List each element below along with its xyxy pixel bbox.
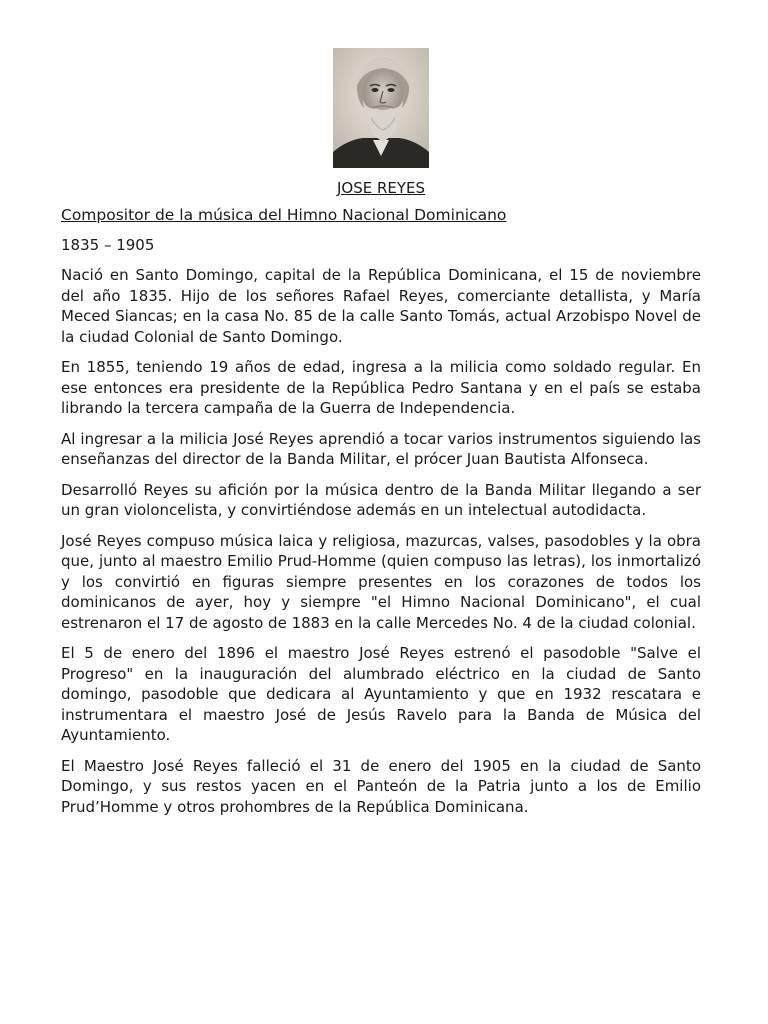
paragraph-pasodoble: El 5 de enero del 1896 el maestro José Reyes estrenó el pasodoble "Salve el Progreso" en la inauguración del alumbrado eléctrico en la ciudad de Santo domingo, pasodoble que dedicara al Ayuntamiento y que en 1932 rescatara e instrumentara el maestro José de Jesús Ravelo para la Banda de Música del Ayuntamiento. [61,644,701,744]
paragraph-birth: Nació en Santo Domingo, capital de la República Dominicana, el 15 de noviembre del año 1835. Hijo de los señores Rafael Reyes, comerciante detallista, y María Meced Siancas; en la casa No. 85 de la calle Santo Tomás, actual Arzobispo Novel de la ciudad Colonial de Santo Domingo. [61,266,701,346]
page-title: JOSE REYES [336,179,426,197]
paragraph-cellist: Desarrolló Reyes su afición por la música dentro de la Banda Militar llegando a ser un gran violoncelista, y convirtiéndose además en un intelectual autodidacta. [61,480,701,519]
paragraph-anthem: José Reyes compuso música laica y religiosa, mazurcas, valses, pasodobles y la obra que, junto al maestro Emilio Prud-Homme (quien compuso las letras), los inmortalizó y los convirtió en figuras siempre presentes en los corazones de todos los dominicanos de ayer, hoy y siempre "el Himno Nacional Dominicano", el cual estrenaron el 17 de agosto de 1883 en la calle Mercedes No. 4 de la ciudad colonial. [61,531,701,632]
life-years: 1835 – 1905 [61,236,155,254]
paragraph-instruments: Al ingresar a la milicia José Reyes aprendió a tocar varios instrumentos siguiendo las enseñanzas del director de la Banda Militar, el prócer Juan Bautista Alfonseca. [61,429,701,468]
document-page [61,48,701,817]
paragraph-military: En 1855, teniendo 19 años de edad, ingresa a la milicia como soldado regular. En ese entonces era presidente de la República Pedro Santana y en el país se estaba librando la tercera campaña de la Guerra de Independencia. [61,358,701,417]
document-subtitle: Compositor de la música del Himno Nacional Dominicano [61,206,507,224]
portrait-photo [333,48,429,168]
paragraph-death: El Maestro José Reyes falleció el 31 de enero del 1905 en la ciudad de Santo Domingo, y sus restos yacen en el Panteón de la Patria junto a los de Emilio Prud’Homme y otros prohombres de la República Dominicana. [61,756,701,816]
